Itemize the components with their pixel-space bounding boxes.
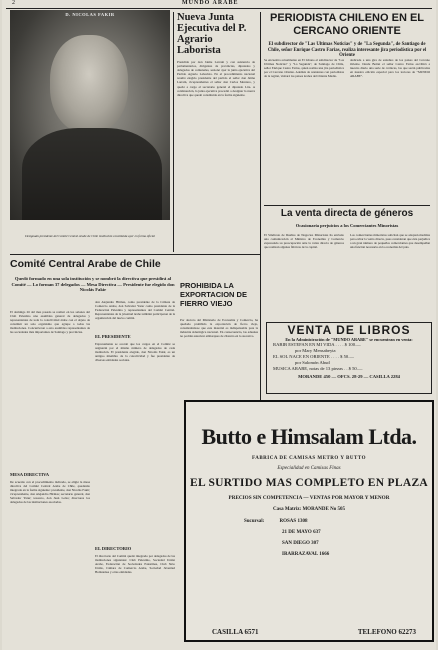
ad-butto-sucursal: 21 DE MAYO 637 xyxy=(282,530,321,535)
ad-butto-casa-matriz: Casa Matriz: MORANDE No 505 xyxy=(273,507,345,512)
article-comite-colA: El domingo 26 del mes pasado se realizó en los salones del Club Palestino una asamblea general de delegados y representantes de toda la colectividad árabe con el objeto de constituir un solo organismo que agrupe a todas las instituciones. Concurrieron a esta asamblea representantes de las sociedades más importantes de Santiago y provincias. xyxy=(10,310,90,335)
portrait-photo xyxy=(10,10,170,220)
article-comite-dir-body: El directorio del Comité quedó integrado por delegados de las instituciones siguientes: Club Palestino, Sociedad Unión Arabe, Federación de Sociedades Palestinas, Club Sirio Unido, Cámara de Comercio Arabe, Sociedad Juventud Homsiense y otras entidades. xyxy=(95,554,175,575)
ad-butto-sucursal: IRARRAZAVAL 1666 xyxy=(282,552,330,557)
article-venta-col2: Los comerciantes minoristas solicitan que se adopten medidas para evitar la venta directa, pues consideran que ésta perjudica a un gran número de pequeños comerciantes que desempeñan una función necesaria en la economía del país. xyxy=(350,233,430,250)
photo-caption: Designado presidente del Comité Central Arabe de Chile institución constituida ayer en forma oficial xyxy=(25,234,155,238)
paper-name: MUNDO ARABE xyxy=(182,0,239,6)
ad-butto-factory: FABRICA DE CAMISAS METRO Y BUTTO xyxy=(252,456,366,461)
article-comite-mesa-title: MESA DIRECTIVA xyxy=(10,472,50,477)
ad-butto-sucursal: ROSAS 1308 xyxy=(279,519,308,524)
ad-libros-item: RABIB ESTEFAN EN MI VIDA . . . . $ 100.— xyxy=(273,342,361,347)
article-comite-pres-body: Expresamente se acordó que los cargos en el Comité se asignarán por el mismo número de delegados de cada institución. El presidente elegido, don Nicolás Fakir, es un antiguo miembro de la colectividad y fue presidente de diversas entidades sociales. xyxy=(95,342,175,363)
ad-butto-specialty: Especialidad en Camisas Finas xyxy=(277,466,341,471)
ad-venta-libros xyxy=(266,322,432,394)
ad-butto-sucursal: SAN DIEGO 307 xyxy=(282,541,319,546)
article-junta-body: Presidida por don Jaime Larrain y con asistencia de parlamentarios, dirigentes de provincias, diputados y delegados de comunales, sesionó ayer la junta ejecutiva del Partido Agrario Laborista. En el procedimiento nacional resultó elegido presidente del partido el señor don Jaime Larrain, vicepresidentes el señor don Carlos Montero, y quedó a cargo el secretario general el diputado Lira. A continuación, la junta ejecutiva procedió a designar la nueva directiva que quedó constituida en la forma siguiente. xyxy=(177,60,255,97)
article-periodista-col2: dedicada a una gira de estudios de los países del Cercano Oriente. Desde Beirut el señor Castro Farías escribirá a nuestro diario una serie de crónicas, las que serán publicadas en nuestra edición especial para los lectores de "MUNDO ARABE". xyxy=(350,58,430,79)
article-comite-pres-title: EL PRESIDENTE xyxy=(95,334,131,339)
article-periodista-subtitle: El subdirector de "Las Ultimas Noticias" y de "La Segunda", de Santiago de Chile, señor Enrique Castro Farias, realiza interesante jira periodística por el Oriente xyxy=(267,42,427,59)
ad-libros-item: EL SOL NACE EN ORIENTE . . . . $ 50.— xyxy=(273,354,354,359)
article-periodista-title: PERIODISTA CHILENO EN EL CERCANO ORIENTE xyxy=(269,12,424,37)
article-comite-title: Comité Central Arabe de Chile xyxy=(10,258,161,270)
portrait-face xyxy=(50,35,128,133)
masthead xyxy=(2,0,436,8)
column-rule xyxy=(260,12,261,407)
article-comite-dir-title: EL DIRECTORIO xyxy=(95,546,132,551)
ad-libros-address: MORANDE 450 — OFCS. 28-29 — CASILLA 2284 xyxy=(298,374,400,379)
ad-butto-brand: Butto e Himsalam Ltda. xyxy=(201,424,417,449)
article-fierro-title: PROHIBIDA LA EXPORTACION DE FIERRO VIEJO xyxy=(180,281,247,308)
column-rule xyxy=(173,12,174,252)
article-venta-subtitle: Ocasionaría perjuicios a los Comerciantes Minoristas xyxy=(295,223,399,228)
ad-butto-himsalam xyxy=(184,400,434,642)
section-rule xyxy=(10,254,260,255)
page-number: 2 xyxy=(12,0,15,6)
ad-butto-prices: PRECIOS SIN COMPETENCIA — VENTAS POR MAYOR Y MENOR xyxy=(228,495,390,501)
article-venta-title: La venta directa de géneros xyxy=(280,208,414,219)
ad-libros-subtitle: En la Administración de "MUNDO ARABE" se encuentran en venta: xyxy=(285,337,413,342)
ad-libros-item: por Mary Mensabeyta xyxy=(295,348,336,353)
ad-butto-sucursal-label: Sucursal: xyxy=(244,519,265,524)
article-fierro-body: Por decreto del Ministerio de Economía y Comercio, ha quedado prohibida la exportación de fierro viejo, considerándose que este material es indispensable para la industria siderúrgica nacional. En consecuencia, las aduanas no podrán autorizar embarques de chatarra en lo sucesivo. xyxy=(180,318,258,339)
ad-butto-casilla: CASILLA 6571 xyxy=(212,628,259,636)
article-comite-colB: don Alejandro Hirmas, como presidente de la Cámara de Comercio Arabe, don Salvador Yarur como presidente de la Federación Palestina y representantes del Comité Central. Representantes de la juventud árabe también participaron de la organización del nuevo comité. xyxy=(95,300,176,321)
article-junta-title: Nueva Junta Ejecutiva del P. Agrario Laborista xyxy=(177,12,247,56)
portrait-suit xyxy=(22,128,162,220)
masthead-rule xyxy=(6,8,432,9)
article-comite-subtitle: Quedó formado en una sola institución y se nombró la directiva que presidirá al Comité — Lo forman 37 delegados — Mesa Directiva — Presidente fue elegido don Nicolás Fakir xyxy=(11,276,175,292)
article-periodista-col1: Se encuentra actualmente en El Líbano el subdirector de "Las Ultimas Noticias" y "La Segunda", de Santiago de Chile, señor Enrique Castro Farias, quien realiza una jira periodística por el Cercano Oriente. Además de reuniones con periodistas de la región, visitará los países árabes del Oriente Medio. xyxy=(264,58,344,79)
article-comite-mesa-body: De acuerdo con el procedimiento indicado, se eligió la mesa directiva del Comité Central Arabe de Chile, quedando integrada en la forma siguiente: presidente, don Nicolás Fakir; vicepresidente, don Alejandro Hirmas; secretario general, don Salvador Yarur; tesorero, don Juan Lolas; directores los delegados de las instituciones asociadas. xyxy=(10,480,90,505)
article-venta-col1: El Sindicato de Dueños de Negocios Minoristas ha enviado una comunicación al Ministro de Economía y Comercio expresando su preocupación ante la venta directa de géneros que realizan algunas fábricas de la capital. xyxy=(264,233,344,250)
ad-butto-slogan: EL SURTIDO MAS COMPLETO EN PLAZA xyxy=(189,477,429,489)
ad-libros-item: por Salomón Abud xyxy=(295,360,330,365)
ad-butto-telefono: TELEFONO 62273 xyxy=(357,628,416,636)
ad-libros-title: VENTA DE LIBROS xyxy=(287,323,411,337)
section-rule xyxy=(264,205,430,206)
photo-label: D. NICOLAS FAKIR xyxy=(65,12,115,17)
ad-libros-item: MUSICA ARABE, notas de 13 piezas . . $ 50.— xyxy=(273,366,363,371)
newspaper-page xyxy=(2,0,436,650)
